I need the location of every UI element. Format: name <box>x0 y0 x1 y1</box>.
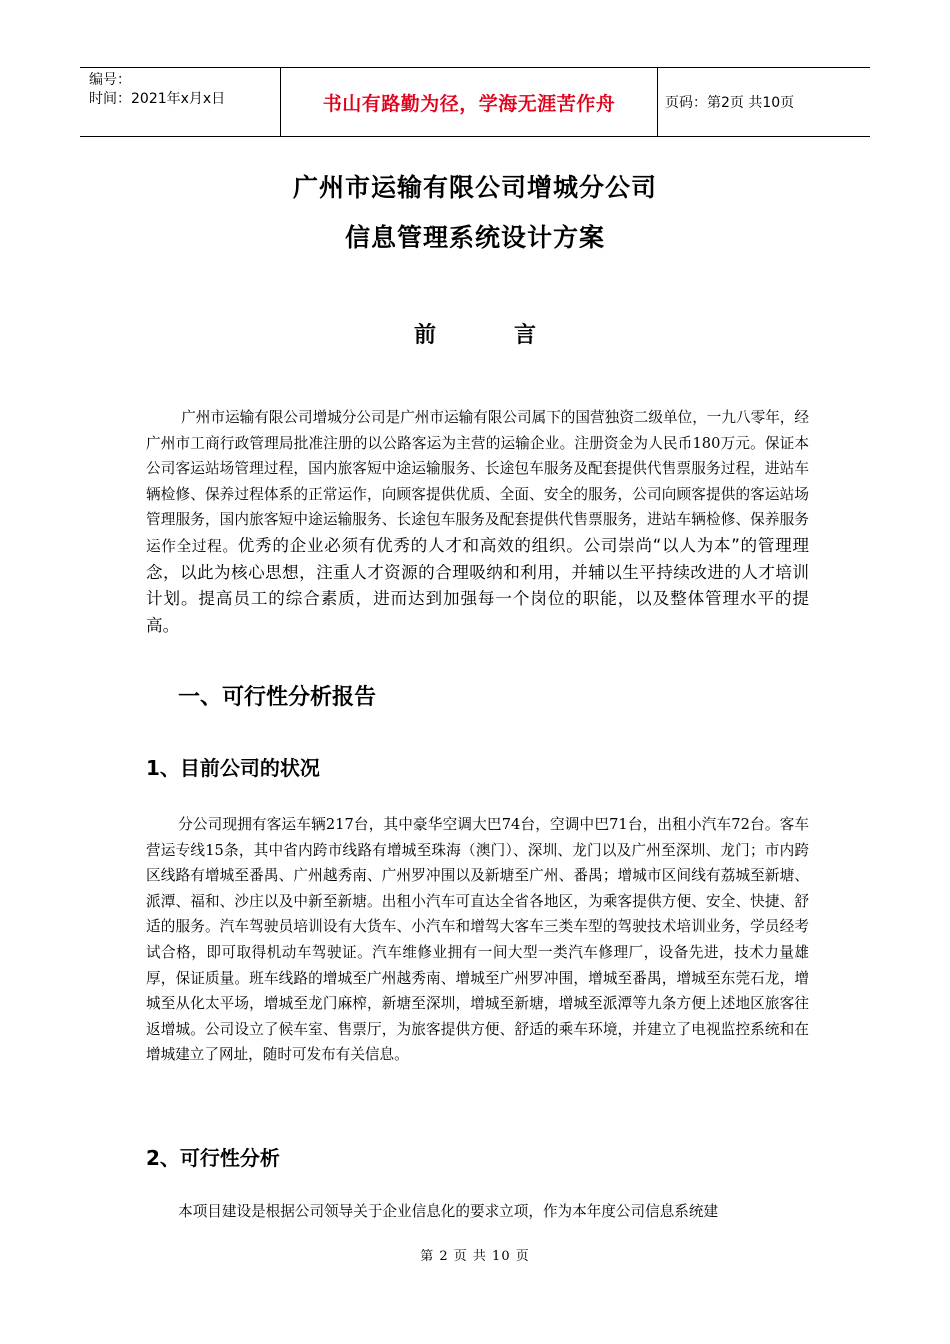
company-status-paragraph <box>146 812 809 1068</box>
serial-label: 编号： <box>89 72 131 88</box>
intro-paragraph <box>146 405 809 639</box>
intro-text-part2: 优秀的企业必须有优秀的人才和高效的组织。公司崇尚“以人为本”的管理理念，以此为核心思想，注重人才资源的合理吸纳和利用，并辅以生平持续改进的人才培训计划。提高员工的综合素质，进而达到加强每一个岗位的职能，以及整体管理水平的提高。 <box>146 535 809 635</box>
header-meta <box>80 68 281 136</box>
page-footer: 第 2 页 共 10 页 <box>420 1249 530 1264</box>
feasibility-analysis-text: 本项目建设是根据公司领导关于企业信息化的要求立项，作为本年度公司信息系统建 <box>178 1203 719 1220</box>
preface-char-2: 言 <box>514 323 537 348</box>
page-header <box>80 67 870 137</box>
company-status-text: 分公司现拥有客运车辆217台，其中豪华空调大巴74台，空调中巴71台，出租小汽车72台。客车营运专线15条，其中省内跨市线路有增城至珠海（澳门）、深圳、龙门以及广州至深圳、龙门；市内跨区线路有增城至番禺、广州越秀南、广州罗冲围以及新塘至广州、番禺；增城市区间线有荔城至新塘、派潭、福和、沙庄以及中新至新塘。出租小汽车可直达全省各地区，为乘客提供方便、安全、快捷、舒适的服务。汽车驾驶员培训设有大货车、小汽车和增驾大客车三类车型的驾驶技术培训业务，学员经考试合格，即可取得机动车驾驶证。汽车维修业拥有一间大型一类汽车修理厂，设备先进，技术力量雄厚，保证质量。班车线路的增城至广州越秀南、增城至广州罗冲围，增城至番禺，增城至东莞石龙，增城至从化太平场，增城至龙门麻榨，新塘至深圳，增城至新塘，增城至派潭等九条方便上述地区旅客往返增城。公司设立了候车室、售票厅，为旅客提供方便、舒适的乘车环境，并建立了电视监控系统和在增城建立了网址，随时可发布有关信息。 <box>146 816 809 1064</box>
section-heading-company-status: 1、目前公司的状况 <box>146 756 320 780</box>
preface-heading <box>0 318 950 349</box>
header-motto: 书山有路勤为径，学海无涯苦作舟 <box>281 68 658 136</box>
header-page-info: 页码：第2页 共10页 <box>665 95 795 111</box>
section-heading-feasibility-report: 一、可行性分析报告 <box>178 685 377 710</box>
feasibility-analysis-paragraph <box>146 1199 809 1225</box>
section-heading-feasibility-analysis: 2、可行性分析 <box>146 1146 280 1170</box>
date-label: 时间：2021年x月x日 <box>89 91 226 107</box>
document-title-line1: 广州市运输有限公司增城分公司 <box>292 173 657 202</box>
intro-text-part1: 广州市运输有限公司增城分公司是广州市运输有限公司属下的国营独资二级单位，一九八零年，经广州市工商行政管理局批准注册的以公路客运为主营的运输企业。注册资金为人民币180万元。保证本公司客运站场管理过程，国内旅客短中途运输服务、长途包车服务及配套提供代售票服务过程，进站车辆检修、保养过程体系的正常运作，向顾客提供优质、全面、安全的服务，公司向顾客提供的客运站场管理服务，国内旅客短中途运输服务、长途包车服务及配套提供代售票服务，进站车辆检修、保养服务运作全过程。 <box>146 409 809 555</box>
document-title-line2: 信息管理系统设计方案 <box>344 223 605 252</box>
preface-char-1: 前 <box>413 323 436 348</box>
